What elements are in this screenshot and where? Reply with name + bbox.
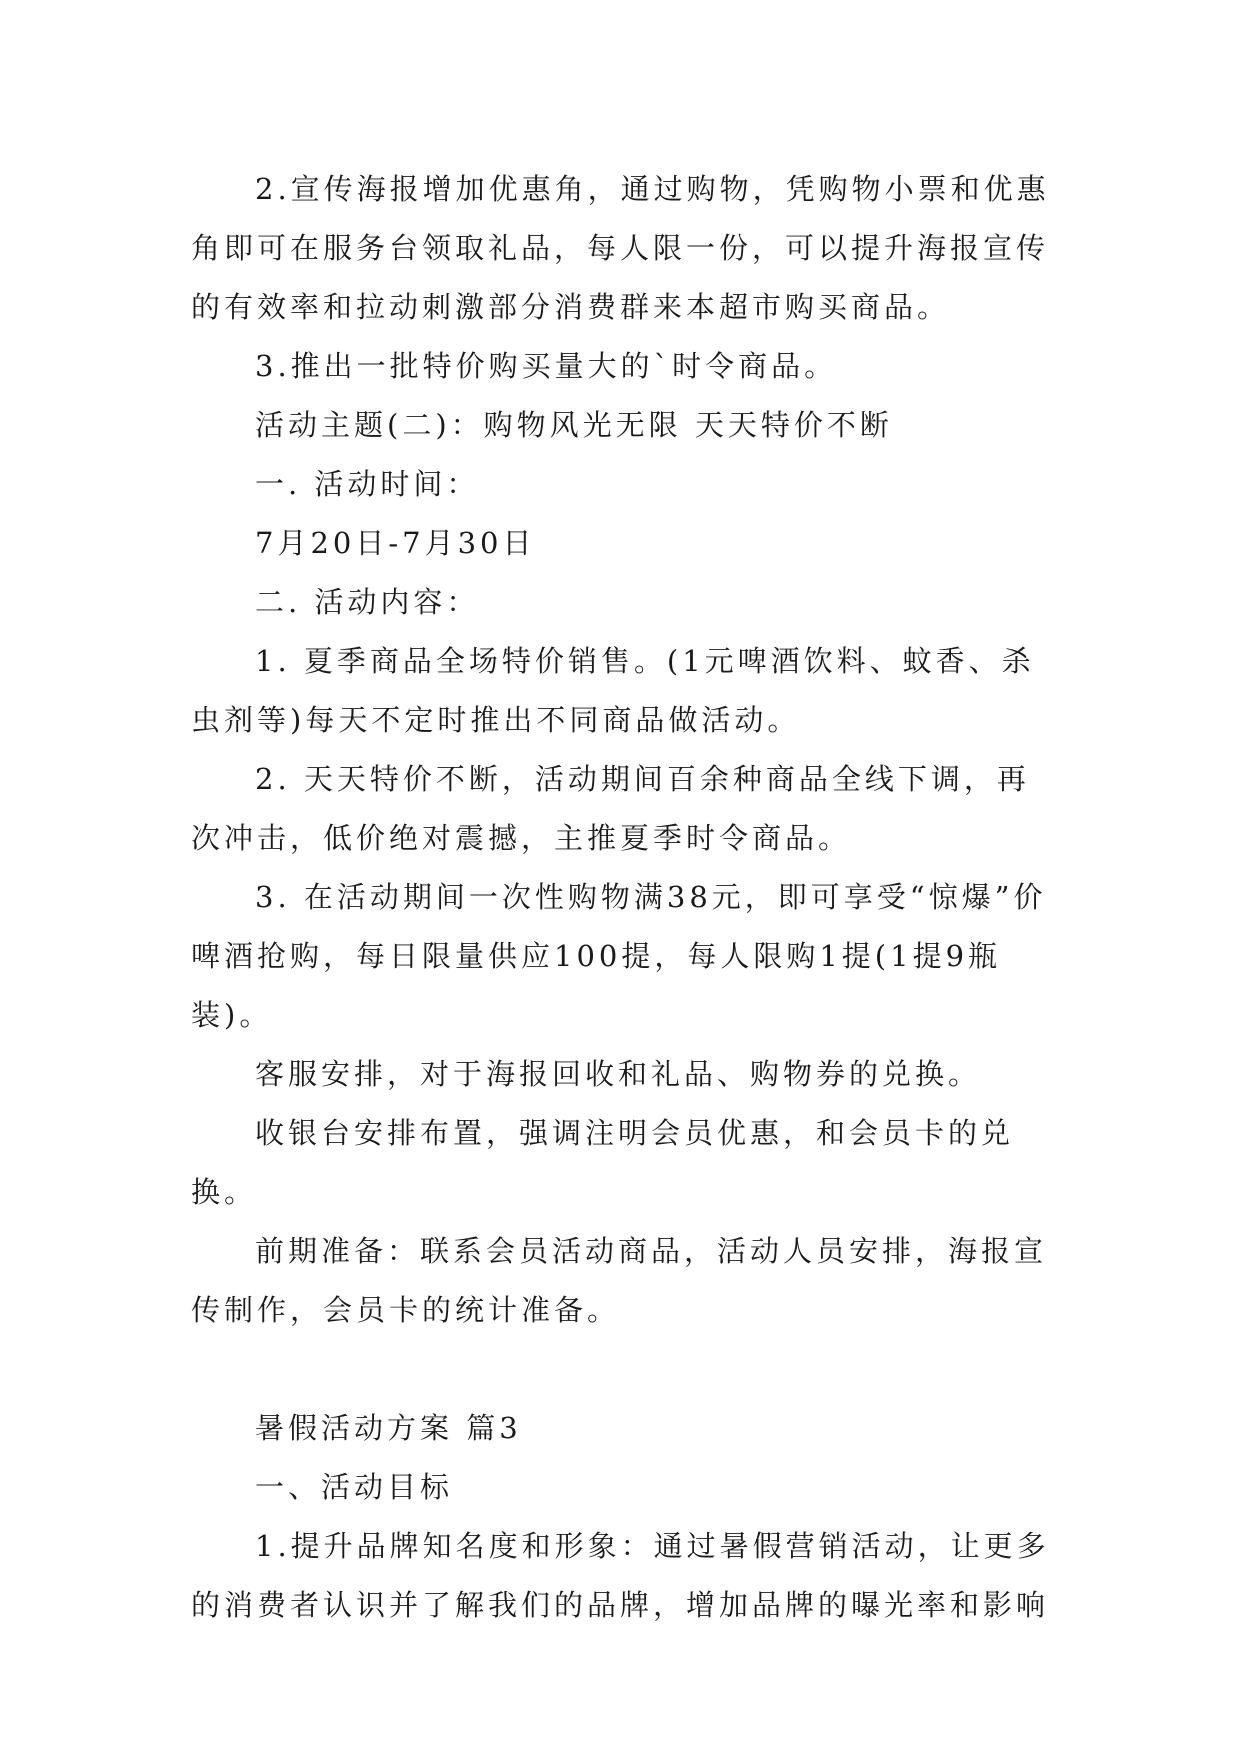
document-body [191,160,1061,1635]
paragraph-preparation: 前期准备：联系会员活动商品，活动人员安排，海报宣传制作，会员卡的统计准备。 [191,1234,1048,1327]
paragraph-brand-awareness: 1.提升品牌知名度和形象：通过暑假营销活动，让更多的消费者认识并了解我们的品牌，增加品牌的曝光率和影响 [191,1529,1050,1622]
paragraph-seasonal-goods: 3.推出一批特价购买量大的`时令商品。 [255,349,838,383]
heading-activity-content: 二. 活动内容： [255,585,480,619]
section-title: 暑假活动方案 篇3 [255,1411,522,1445]
paragraph-checkout-setup: 收银台安排布置，强调注明会员优惠，和会员卡的兑换。 [191,1116,1015,1209]
paragraph-daily-specials: 2. 天天特价不断，活动期间百余种商品全线下调，再次冲击，低价绝对震撼，主推夏季时令商品。 [191,762,1030,855]
section-spacer [191,1340,1061,1399]
paragraph-activity-theme: 活动主题(二)：购物风光无限 天天特价不断 [255,408,893,442]
heading-activity-time: 一. 活动时间： [255,467,480,501]
heading-activity-goals: 一、活动目标 [255,1470,454,1504]
paragraph-summer-sale: 1. 夏季商品全场特价销售。(1元啤酒饮料、蚊香、杀虫剂等)每天不定时推出不同商品做活动。 [191,644,1035,737]
paragraph-customer-service: 客服安排，对于海报回收和礼品、购物券的兑换。 [255,1057,982,1091]
paragraph-beer-offer: 3. 在活动期间一次性购物满38元，即可享受“惊爆”价啤酒抢购，每日限量供应100提，每人限购1提(1提9瓶装)。 [191,880,1047,1032]
paragraph-date-range: 7月20日-7月30日 [255,526,536,560]
paragraph-poster-coupon: 2.宣传海报增加优惠角，通过购物，凭购物小票和优惠角即可在服务台领取礼品，每人限一份，可以提升海报宣传的有效率和拉动刺激部分消费群来本超市购买商品。 [191,172,1050,324]
